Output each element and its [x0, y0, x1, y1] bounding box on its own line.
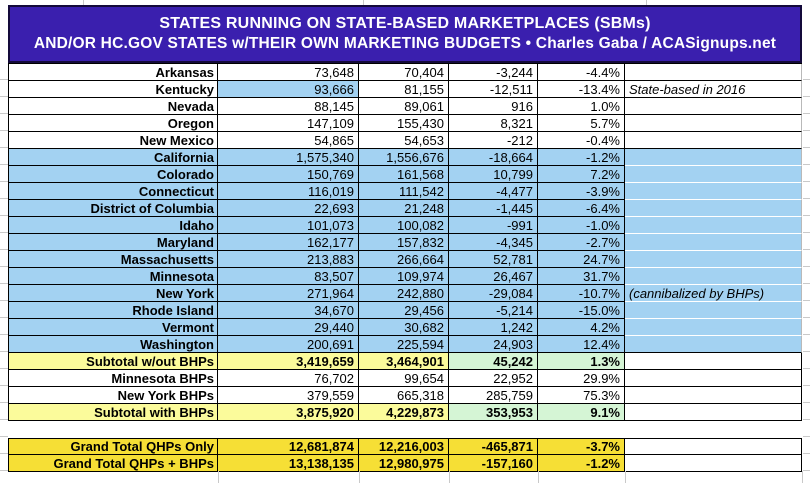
- table-row: [8, 149, 802, 166]
- table-row: [8, 132, 802, 149]
- table-row: [8, 81, 802, 98]
- cell-value-2[interactable]: 665,318: [359, 387, 449, 404]
- table-row: [8, 98, 802, 115]
- cell-note[interactable]: (cannibalized by BHPs): [625, 285, 802, 302]
- cell-net-change[interactable]: 24,903: [449, 336, 538, 353]
- cell-percent-change[interactable]: 24.7%: [538, 251, 625, 268]
- cell-value-2[interactable]: 111,542: [359, 183, 449, 200]
- cell-net-change[interactable]: -18,664: [449, 149, 538, 166]
- cell-percent-change[interactable]: 4.2%: [538, 319, 625, 336]
- cell-net-change[interactable]: 22,952: [449, 370, 538, 387]
- cell-note[interactable]: [625, 149, 802, 166]
- table-row: [8, 387, 802, 404]
- cell-row-label[interactable]: Connecticut: [8, 183, 218, 200]
- table-row: [8, 319, 802, 336]
- table-row: [8, 302, 802, 319]
- cell-note[interactable]: [625, 115, 802, 132]
- cell-value-1[interactable]: 379,559: [218, 387, 359, 404]
- cell-note[interactable]: [625, 132, 802, 149]
- cell-percent-change[interactable]: 31.7%: [538, 268, 625, 285]
- cell-row-label[interactable]: California: [8, 149, 218, 166]
- cell-row-label[interactable]: Colorado: [8, 166, 218, 183]
- cell-value-2[interactable]: 225,594: [359, 336, 449, 353]
- cell-value-2[interactable]: 81,155: [359, 81, 449, 98]
- cell-note[interactable]: [625, 166, 802, 183]
- cell-net-change[interactable]: -4,345: [449, 234, 538, 251]
- table-row: [8, 64, 802, 81]
- cell-row-label[interactable]: Vermont: [8, 319, 218, 336]
- cell-value-2[interactable]: 30,682: [359, 319, 449, 336]
- cell-note[interactable]: [625, 268, 802, 285]
- cell-row-label[interactable]: Washington: [8, 336, 218, 353]
- cell-value-2[interactable]: 4,229,873: [359, 404, 449, 421]
- cell-value-2[interactable]: 1,556,676: [359, 149, 449, 166]
- cell-value-1[interactable]: 34,670: [218, 302, 359, 319]
- cell-value-2[interactable]: 242,880: [359, 285, 449, 302]
- table-row: [8, 404, 802, 421]
- cell-net-change[interactable]: -29,084: [449, 285, 538, 302]
- cell-net-change[interactable]: -12,511: [449, 81, 538, 98]
- cell-net-change[interactable]: 10,799: [449, 166, 538, 183]
- cell-value-1[interactable]: 13,138,135: [218, 455, 359, 472]
- cell-value-2[interactable]: 29,456: [359, 302, 449, 319]
- cell-value-2[interactable]: 3,464,901: [359, 353, 449, 370]
- cell-note[interactable]: [625, 455, 802, 472]
- cell-net-change[interactable]: -4,477: [449, 183, 538, 200]
- cell-net-change[interactable]: 285,759: [449, 387, 538, 404]
- title-line-1: STATES RUNNING ON STATE-BASED MARKETPLACES (SBMs): [159, 15, 651, 32]
- cell-value-1[interactable]: 271,964: [218, 285, 359, 302]
- cell-percent-change[interactable]: -1.0%: [538, 217, 625, 234]
- cell-net-change[interactable]: 52,781: [449, 251, 538, 268]
- cell-row-label[interactable]: New Mexico: [8, 132, 218, 149]
- cell-value-1[interactable]: 3,875,920: [218, 404, 359, 421]
- cell-value-1[interactable]: 22,693: [218, 200, 359, 217]
- cell-value-2[interactable]: 12,216,003: [359, 438, 449, 455]
- cell-value-2[interactable]: 266,664: [359, 251, 449, 268]
- cell-row-label[interactable]: Minnesota BHPs: [8, 370, 218, 387]
- cell-note[interactable]: [625, 404, 802, 421]
- cell-net-change[interactable]: -157,160: [449, 455, 538, 472]
- gridline-tick: [449, 471, 450, 483]
- cell-net-change[interactable]: -5,214: [449, 302, 538, 319]
- cell-value-1[interactable]: 1,575,340: [218, 149, 359, 166]
- cell-row-label[interactable]: Subtotal w/out BHPs: [8, 353, 218, 370]
- cell-percent-change[interactable]: 1.0%: [538, 98, 625, 115]
- gridline-tick: [218, 471, 219, 483]
- cell-row-label[interactable]: New York BHPs: [8, 387, 218, 404]
- cell-row-label[interactable]: Maryland: [8, 234, 218, 251]
- table-row: [8, 370, 802, 387]
- cell-value-1[interactable]: 54,865: [218, 132, 359, 149]
- cell-percent-change[interactable]: 7.2%: [538, 166, 625, 183]
- gridline-tick: [625, 471, 626, 483]
- cell-value-1[interactable]: 73,648: [218, 64, 359, 81]
- cell-row-label[interactable]: District of Columbia: [8, 200, 218, 217]
- cell-net-change[interactable]: 1,242: [449, 319, 538, 336]
- cell-note[interactable]: [625, 302, 802, 319]
- title-line-2: AND/OR HC.GOV STATES w/THEIR OWN MARKETING BUDGETS • Charles Gaba / ACASignups.net: [33, 35, 777, 52]
- cell-note[interactable]: [625, 183, 802, 200]
- cell-net-change[interactable]: 45,242: [449, 353, 538, 370]
- cell-value-2[interactable]: 54,653: [359, 132, 449, 149]
- cell-percent-change[interactable]: -2.7%: [538, 234, 625, 251]
- cell-note[interactable]: [625, 251, 802, 268]
- cell-net-change[interactable]: [449, 421, 538, 438]
- cell-percent-change[interactable]: -4.4%: [538, 64, 625, 81]
- cell-row-label[interactable]: Nevada: [8, 98, 218, 115]
- table-row: [8, 455, 802, 472]
- cell-percent-change[interactable]: -0.4%: [538, 132, 625, 149]
- cell-percent-change[interactable]: -1.2%: [538, 455, 625, 472]
- table-row: [8, 336, 802, 353]
- cell-percent-change[interactable]: [538, 421, 625, 438]
- cell-value-1[interactable]: 200,691: [218, 336, 359, 353]
- cell-row-label[interactable]: Oregon: [8, 115, 218, 132]
- cell-note[interactable]: [625, 200, 802, 217]
- cell-net-change[interactable]: -465,871: [449, 438, 538, 455]
- cell-value-2[interactable]: 157,832: [359, 234, 449, 251]
- left-margin-gridlines: [0, 63, 8, 471]
- cell-row-label[interactable]: Massachusetts: [8, 251, 218, 268]
- cell-note[interactable]: [625, 64, 802, 81]
- cell-percent-change[interactable]: -10.7%: [538, 285, 625, 302]
- cell-net-change[interactable]: -212: [449, 132, 538, 149]
- cell-row-label[interactable]: Idaho: [8, 217, 218, 234]
- cell-row-label[interactable]: Kentucky: [8, 81, 218, 98]
- gridline-tick: [538, 471, 539, 483]
- cell-value-2[interactable]: 109,974: [359, 268, 449, 285]
- table-title-banner[interactable]: [8, 5, 802, 63]
- cell-value-1[interactable]: 116,019: [218, 183, 359, 200]
- cell-note[interactable]: [625, 336, 802, 353]
- cell-row-label[interactable]: Arkansas: [8, 64, 218, 81]
- cell-value-2[interactable]: 89,061: [359, 98, 449, 115]
- cell-percent-change[interactable]: 29.9%: [538, 370, 625, 387]
- cell-value-1[interactable]: [218, 421, 359, 438]
- cell-row-label[interactable]: Subtotal with BHPs: [8, 404, 218, 421]
- cell-note[interactable]: State-based in 2016: [625, 81, 802, 98]
- table-row: [8, 115, 802, 132]
- table-row: [8, 234, 802, 251]
- cell-note[interactable]: [625, 217, 802, 234]
- cell-value-2[interactable]: 12,980,975: [359, 455, 449, 472]
- table-row: [8, 353, 802, 370]
- cell-percent-change[interactable]: 75.3%: [538, 387, 625, 404]
- cell-net-change[interactable]: 353,953: [449, 404, 538, 421]
- gridline-tick: [802, 471, 803, 483]
- cell-percent-change[interactable]: -1.2%: [538, 149, 625, 166]
- cell-percent-change[interactable]: -15.0%: [538, 302, 625, 319]
- table-row: [8, 268, 802, 285]
- cell-percent-change[interactable]: 12.4%: [538, 336, 625, 353]
- cell-percent-change[interactable]: -3.7%: [538, 438, 625, 455]
- cell-row-label[interactable]: Minnesota: [8, 268, 218, 285]
- cell-value-1[interactable]: 147,109: [218, 115, 359, 132]
- table-row: [8, 166, 802, 183]
- cell-value-1[interactable]: 93,666: [218, 81, 359, 98]
- cell-row-label[interactable]: Grand Total QHPs + BHPs: [8, 455, 218, 472]
- cell-note[interactable]: [625, 319, 802, 336]
- cell-value-2[interactable]: 99,654: [359, 370, 449, 387]
- cell-net-change[interactable]: -3,244: [449, 64, 538, 81]
- cell-note[interactable]: [625, 370, 802, 387]
- cell-note[interactable]: [625, 98, 802, 115]
- cell-percent-change[interactable]: -3.9%: [538, 183, 625, 200]
- table-row: [8, 183, 802, 200]
- cell-value-2[interactable]: 70,404: [359, 64, 449, 81]
- cell-value-1[interactable]: 12,681,874: [218, 438, 359, 455]
- cell-percent-change[interactable]: 1.3%: [538, 353, 625, 370]
- cell-percent-change[interactable]: 9.1%: [538, 404, 625, 421]
- cell-row-label[interactable]: Rhode Island: [8, 302, 218, 319]
- cell-row-label[interactable]: [8, 421, 218, 438]
- cell-net-change[interactable]: 916: [449, 98, 538, 115]
- cell-net-change[interactable]: -991: [449, 217, 538, 234]
- cell-net-change[interactable]: 26,467: [449, 268, 538, 285]
- enrollment-table: [8, 63, 802, 472]
- table-row: [8, 421, 802, 438]
- cell-value-2[interactable]: [359, 421, 449, 438]
- cell-note[interactable]: [625, 387, 802, 404]
- cell-value-1[interactable]: 150,769: [218, 166, 359, 183]
- cell-value-1[interactable]: 83,507: [218, 268, 359, 285]
- cell-percent-change[interactable]: -13.4%: [538, 81, 625, 98]
- table-row: [8, 285, 802, 302]
- cell-value-1[interactable]: 88,145: [218, 98, 359, 115]
- cell-value-2[interactable]: 100,082: [359, 217, 449, 234]
- gridline-tick: [359, 471, 360, 483]
- cell-row-label[interactable]: New York: [8, 285, 218, 302]
- cell-note[interactable]: [625, 353, 802, 370]
- cell-value-2[interactable]: 21,248: [359, 200, 449, 217]
- table-row: [8, 438, 802, 455]
- cell-net-change[interactable]: -1,445: [449, 200, 538, 217]
- table-row: [8, 217, 802, 234]
- cell-value-1[interactable]: 29,440: [218, 319, 359, 336]
- cell-value-1[interactable]: 3,419,659: [218, 353, 359, 370]
- cell-percent-change[interactable]: -6.4%: [538, 200, 625, 217]
- cell-value-1[interactable]: 213,883: [218, 251, 359, 268]
- cell-row-label[interactable]: Grand Total QHPs Only: [8, 438, 218, 455]
- cell-value-1[interactable]: 76,702: [218, 370, 359, 387]
- cell-note[interactable]: [625, 438, 802, 455]
- cell-value-2[interactable]: 161,568: [359, 166, 449, 183]
- cell-value-1[interactable]: 101,073: [218, 217, 359, 234]
- table-row: [8, 251, 802, 268]
- table-row: [8, 200, 802, 217]
- cell-note[interactable]: [625, 421, 802, 438]
- cell-net-change[interactable]: 8,321: [449, 115, 538, 132]
- cell-percent-change[interactable]: 5.7%: [538, 115, 625, 132]
- cell-value-1[interactable]: 162,177: [218, 234, 359, 251]
- right-margin-gridlines: [803, 63, 810, 471]
- cell-value-2[interactable]: 155,430: [359, 115, 449, 132]
- cell-note[interactable]: [625, 234, 802, 251]
